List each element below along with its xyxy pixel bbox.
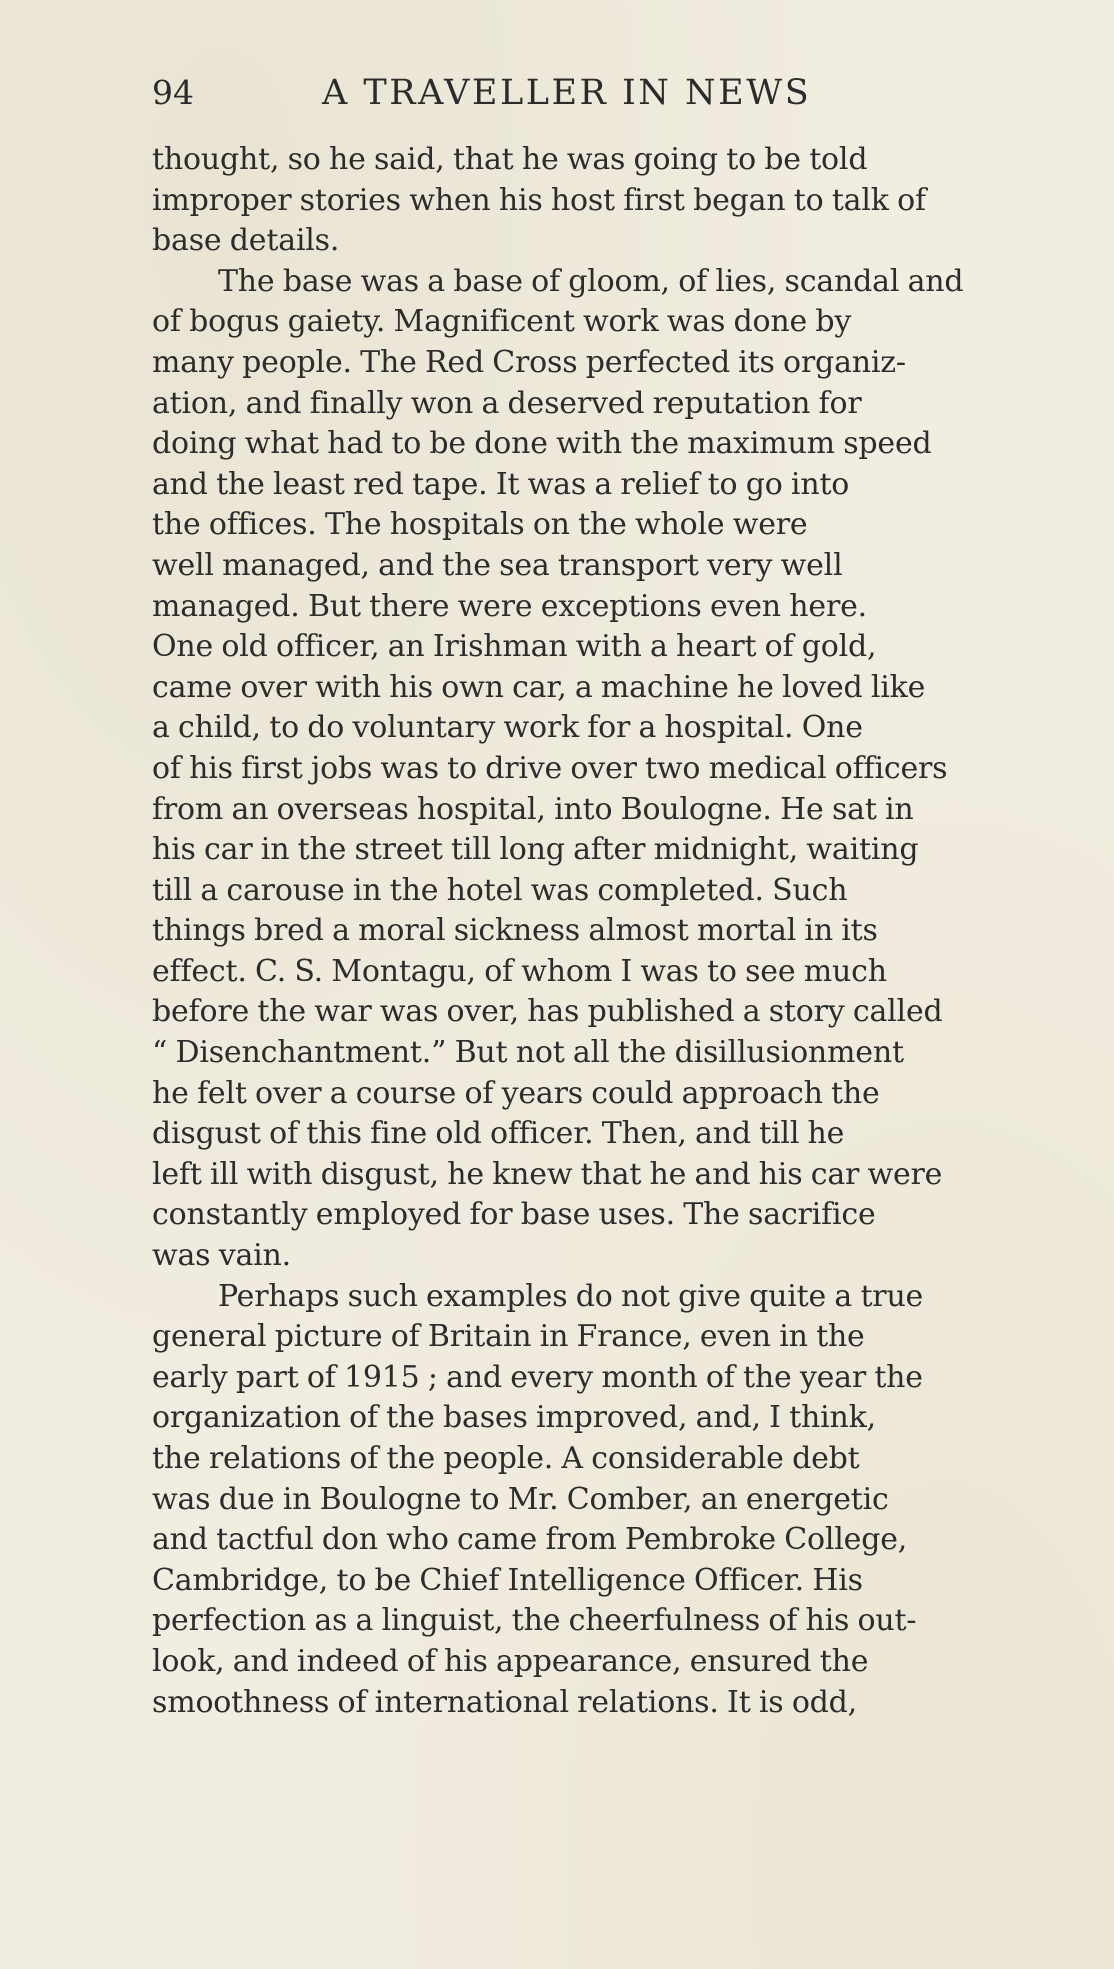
- text-line: and tactful don who came from Pembroke College,: [152, 1522, 908, 1558]
- text-line: his car in the street till long after midnight, waiting: [152, 832, 919, 868]
- text-line: left ill with disgust, he knew that he and his car were: [152, 1156, 943, 1192]
- text-line: doing what had to be done with the maximum speed: [152, 426, 932, 462]
- text-line: constantly employed for base uses. The sacrifice: [152, 1197, 876, 1233]
- text-line: things bred a moral sickness almost mortal in its: [152, 913, 878, 949]
- text-line: managed. But there were exceptions even here.: [152, 588, 867, 624]
- text-line: thought, so he said, that he was going to be told: [152, 142, 868, 177]
- text-line: organization of the bases improved, and, I think,: [152, 1400, 876, 1436]
- text-line: a child, to do voluntary work for a hospital. One: [152, 710, 863, 746]
- text-line: base details.: [152, 223, 340, 259]
- text-line: ation, and finally won a deserved reputation for: [152, 385, 862, 421]
- text-line: general picture of Britain in France, even in the: [152, 1319, 865, 1355]
- running-title: A TRAVELLER IN NEWS: [322, 73, 812, 113]
- text-line: the offices. The hospitals on the whole were: [152, 507, 808, 543]
- body-text: [152, 140, 1070, 1723]
- text-line: perfection as a linguist, the cheerfulness of his out-: [152, 1603, 917, 1639]
- text-line: effect. C. S. Montagu, of whom I was to see much: [152, 953, 887, 989]
- text-line: well managed, and the sea transport very well: [152, 547, 843, 583]
- text-line: smoothness of international relations. It is odd,: [152, 1684, 858, 1720]
- text-line: and the least red tape. It was a relief to go into: [152, 466, 850, 502]
- text-line: the relations of the people. A considerable debt: [152, 1441, 860, 1476]
- paragraph-start-line: The base was a base of gloom, of lies, scandal and: [218, 263, 964, 299]
- text-line: of his first jobs was to drive over two medical officers: [152, 750, 948, 786]
- text-line: of bogus gaiety. Magnificent work was done by: [152, 304, 852, 340]
- text-line: before the war was over, has published a story called: [152, 994, 943, 1030]
- text-line: One old officer, an Irishman with a heart of gold,: [152, 629, 877, 665]
- text-line: many people. The Red Cross perfected its organiz-: [152, 344, 906, 380]
- page-number: 94: [152, 73, 194, 112]
- text-line: improper stories when his host first began to talk of: [152, 182, 926, 218]
- text-line: till a carouse in the hotel was completed. Such: [152, 872, 848, 908]
- paragraph-start-line: Perhaps such examples do not give quite a true: [218, 1278, 924, 1314]
- running-header: [152, 68, 908, 118]
- text-line: was due in Boulogne to Mr. Comber, an energetic: [152, 1481, 889, 1517]
- text-line: was vain.: [152, 1238, 291, 1274]
- text-line: “ Disenchantment.” But not all the disillusionment: [152, 1035, 904, 1071]
- text-line: Cambridge, to be Chief Intelligence Officer. His: [152, 1562, 863, 1598]
- text-line: from an overseas hospital, into Boulogne. He sat in: [152, 791, 914, 827]
- text-line: disgust of this fine old officer. Then, and till he: [152, 1116, 845, 1152]
- text-line: early part of 1915 ; and every month of the year the: [152, 1359, 923, 1395]
- text-line: look, and indeed of his appearance, ensured the: [152, 1643, 869, 1679]
- text-line: came over with his own car, a machine he loved like: [152, 669, 926, 705]
- text-line: he felt over a course of years could approach the: [152, 1075, 880, 1111]
